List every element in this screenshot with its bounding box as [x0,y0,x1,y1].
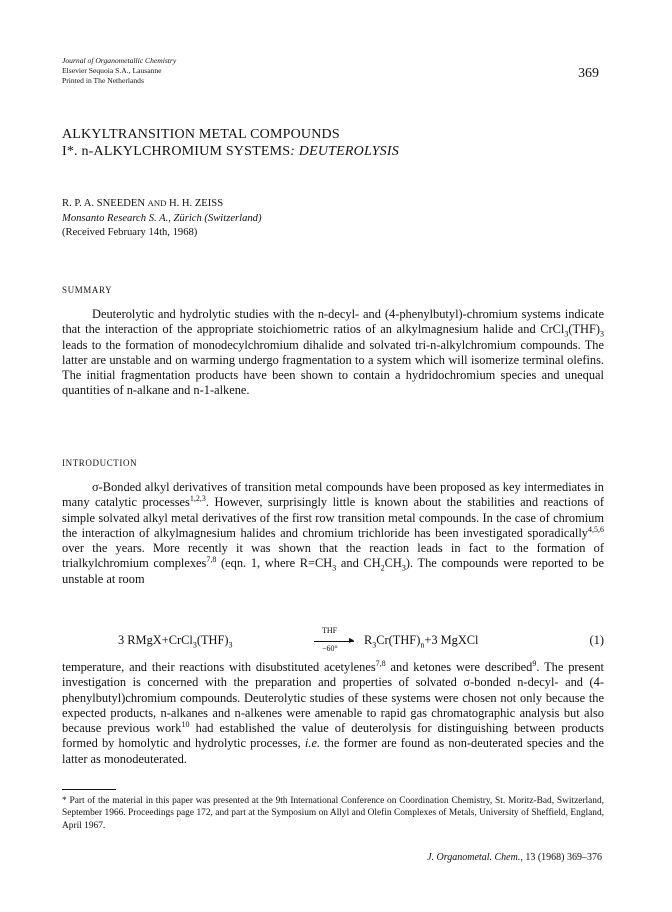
summary-text-b: (THF) [568,322,600,337]
equation-1 [118,627,604,657]
intro-p2-b: and ketones were described [385,660,533,674]
arrow-condition-solvent: THF [322,626,338,635]
introduction-heading: INTRODUCTION [62,458,138,468]
eq-right-a: R [364,633,373,647]
footnote: * Part of the material in this paper was presented at the 9th International Conference on Coordination Chemistry, St. Moritz-Bad, Switzerland, September 1966. Proceedings page 172, and part at the Symposium on Allyl and Olefin Complexes of Metals, University of Sheffield, England, April 1967. [62,796,604,831]
intro-p1-b: . However, surprisingly little is known about the stabilities and reactions of simple solvated alkyl metal derivatives of the first row transition metal compounds. In the case of chromium the interaction of alkylmagnesium halides and chromium trichloride has been investigated sporadically [62,495,605,540]
title-line-1: ALKYLTRANSITION METAL COMPOUNDS [62,127,340,142]
affiliation: Monsanto Research S. A., Zürich (Switzerland) [62,212,262,224]
intro-p1-c: over the years. More recently it was shown that the reaction leads in fact to the formation of trialkylchromium complexes [62,541,604,571]
intro-p2-a: temperature, and their reactions with disubstituted acetylenes [62,660,376,674]
author-conjunction: AND [147,198,167,208]
author-names [62,196,262,212]
eq-left-b: (THF) [196,633,229,647]
intro-p2-e: the former are found as non-deuterated species and the latter as monodeuterated. [62,736,604,766]
intro-p2-d: had established the value of deuterolysis for distinguishing between products formed by homolytic and hydrolytic processes, [62,721,604,751]
summary-text-a: Deuterolytic and hydrolytic studies with the n-decyl- and (4-phenylbutyl)-chromium systems indicate that the interaction of the appropriate stoichiometric ratios of an alkylmagnesium halide and CrCl [62,307,604,337]
summary-paragraph [62,307,604,399]
equation-number: (1) [589,633,604,647]
intro-p1-a: σ-Bonded alkyl derivatives of transition metal compounds have been proposed as key intermediates in many catalytic processes [62,480,604,510]
eq-left-sub-2: 3 [228,640,233,650]
summary-sub-1: 3 [564,329,569,339]
intro-sub-3: 3 [401,563,406,573]
intro-p1-d: (eqn. 1, where R=CH [216,556,333,571]
arrow-line [314,641,354,642]
eq-right-b: Cr(THF) [376,633,421,647]
citation-journal: J. Organometal. Chem. [427,852,521,863]
journal-citation [427,852,602,863]
author-block [62,196,262,241]
journal-name: Journal of Organometallic Chemistry [62,56,177,65]
title-line-2-suffix: : DEUTEROLYSIS [290,144,399,159]
eq-right-sub-2: n [420,640,425,650]
intro-sub-1: 3 [332,563,337,573]
ref-sup-1: 1,2,3 [189,494,206,504]
ref-sup-3: 7,8 [206,555,217,565]
introduction-paragraph-1 [62,480,604,587]
ref-sup-4: 7,8 [375,658,386,668]
title-line-2 [62,143,399,160]
eq-right-sub-1: 3 [372,640,377,650]
introduction-paragraph-2 [62,660,604,767]
summary-text-c: leads to the formation of monodecylchromium dihalide and solvated tri-n-alkylchromium compounds. The latter are unstable and on warming undergo fragmentation to a system which will isomerize terminal olefins. The initial fragmentation products have been shown to contain a hydridochromium species and unequal quantities of n-alkane and n-1-alkene. [62,337,604,398]
page-number: 369 [578,66,599,81]
author-2: H. H. ZEISS [168,198,224,209]
intro-p1-g: ). The compounds were reported to be unstable at room [62,556,604,586]
arrow-condition-temperature: −60° [322,644,338,653]
publisher: Elsevier Sequoia S.A., Lausanne [62,66,162,75]
intro-p2-c: . The present investigation is concerned with the preparation and properties of solvated σ-bonded n-decyl- and (4-phenylbutyl)chromium compounds. Deuterolytic studies of these systems were chosen not only because the expected products, n-alkanes and n-alkenes were amenable to rapid gas chromatographic analysis but also because previous work [62,660,604,736]
eq-left-a: 3 RMgX+CrCl [118,633,193,647]
ref-sup-2: 4,5,6 [588,524,604,534]
arrow-head-icon: ▸ [349,635,355,646]
equation-products [364,633,478,648]
eq-left-sub-1: 3 [192,640,197,650]
author-1: R. P. A. SNEEDEN [62,198,145,209]
ref-sup-6: 10 [181,720,190,730]
equation-reactants [118,633,232,648]
summary-heading: SUMMARY [62,285,113,295]
article-title [62,126,399,160]
intro-sub-2: 2 [380,563,385,573]
footnote-divider [62,789,116,790]
reaction-arrow [314,627,358,657]
received-date: (Received February 14th, 1968) [62,227,198,238]
eq-right-c: +3 MgXCl [424,633,479,647]
citation-rest: , 13 (1968) 369–376 [520,852,602,863]
intro-p2-ie: i.e. [304,736,321,751]
intro-p1-e: and CH [336,556,381,571]
journal-header [62,56,176,86]
summary-sub-2: 3 [600,329,604,339]
title-line-2-prefix: I*. n-ALKYLCHROMIUM SYSTEMS [62,144,291,159]
printed-location: Printed in The Netherlands [62,76,144,85]
ref-sup-5: 9 [532,658,537,668]
intro-p1-f: CH [384,556,402,571]
